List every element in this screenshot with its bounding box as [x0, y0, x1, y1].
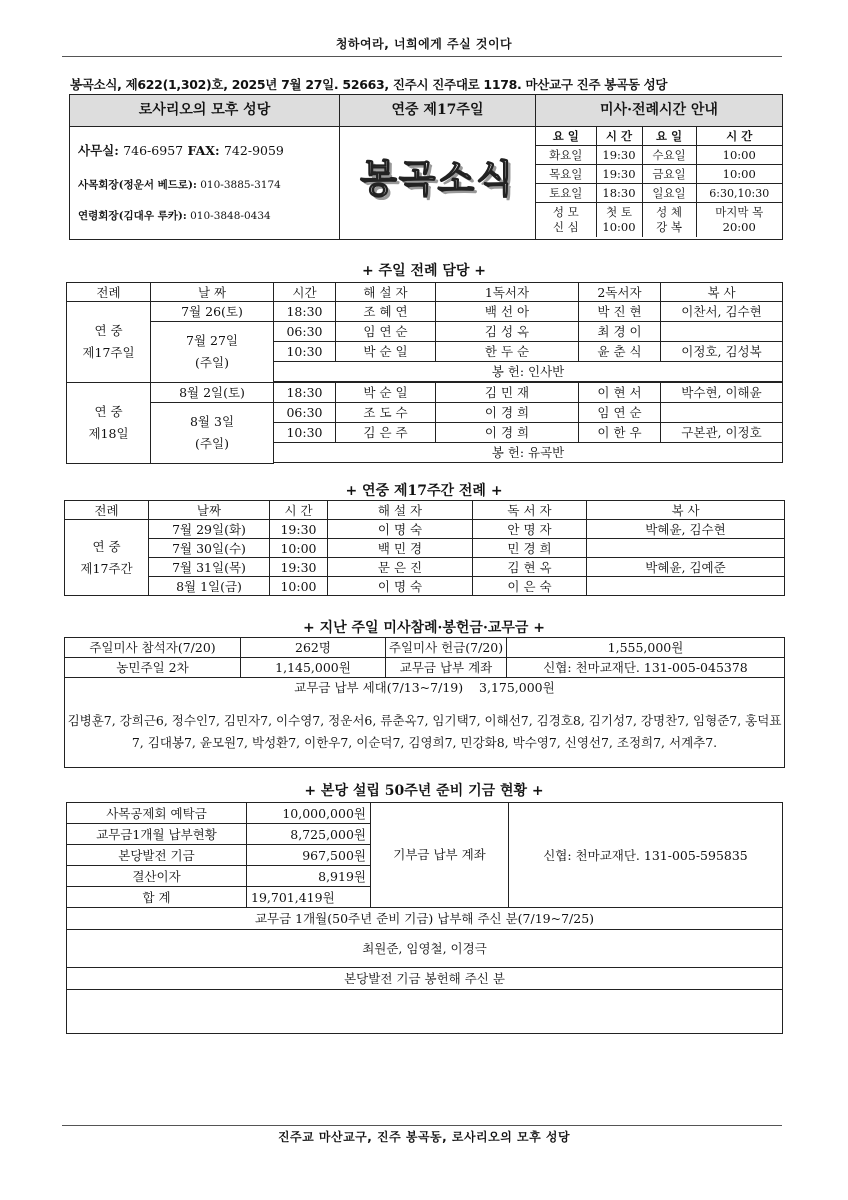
sl-g1-sun-date-l1: 7월 27일 — [186, 333, 238, 348]
fund-table — [66, 802, 783, 1034]
sl-g2-sun-date-l2: (주일) — [195, 435, 229, 451]
sl-cell: 백 선 아 — [436, 302, 579, 322]
bulletin-info-line: 봉곡소식, 제622(1,302)호, 2025년 7월 27일. 52663, 진주시 진주대로 1178. 마산교구 진주 봉곡동 성당 — [70, 77, 668, 92]
sl-g2-offering: 봉 헌: 유곡반 — [274, 443, 783, 463]
sched-cell: 10:00 — [696, 146, 782, 165]
attendance-label: 주일미사 참석자(7/20) — [65, 638, 241, 658]
fund-label: 사목공제회 예탁금 — [67, 803, 247, 824]
sl-g2-liturgy-l2: 제18일 — [88, 425, 129, 441]
wl-cell: 김 현 옥 — [473, 558, 587, 577]
sl-cell: 이 한 우 — [579, 423, 661, 443]
wl-cell: 이 은 숙 — [473, 577, 587, 596]
sl-cell — [661, 403, 783, 423]
wl-cell: 박혜윤, 김예준 — [587, 558, 785, 577]
wl-cell: 박혜윤, 김수현 — [587, 520, 785, 539]
month-names: 최원준, 임영철, 이경극 — [67, 930, 783, 968]
wl-cell — [587, 539, 785, 558]
wl-liturgy — [65, 520, 149, 596]
sl-h-reader1: 1독서자 — [436, 283, 579, 302]
dev-title: 본당발전 기금 봉헌해 주신 분 — [67, 968, 783, 990]
sl-g1-liturgy-l1: 연 중 — [94, 323, 123, 338]
sl-cell: 임 연 순 — [336, 322, 436, 342]
contact-cell — [70, 127, 340, 240]
president-phone: 010-3885-3174 — [200, 179, 281, 191]
sl-cell: 이찬서, 김수현 — [661, 302, 783, 322]
wl-cell: 백 민 경 — [328, 539, 473, 558]
wl-cell: 10:00 — [270, 539, 328, 558]
sched-cell: 6:30,10:30 — [696, 184, 782, 203]
footer-divider — [62, 1125, 782, 1126]
sl-cell: 10:30 — [274, 423, 336, 443]
elder-phone: 010-3848-0434 — [190, 210, 271, 222]
sched-h-time1: 시 간 — [596, 127, 642, 146]
sched-h-day1: 요 일 — [536, 127, 596, 146]
wl-h-time: 시 간 — [270, 501, 328, 520]
last-week-title: + 지난 주일 미사참례·봉헌금·교무금 + — [302, 620, 546, 636]
account-label: 교무금 납부 계좌 — [386, 658, 507, 678]
contributor-names: 김병훈7, 강희근6, 정수인7, 김민자7, 이수영7, 정운서6, 류춘옥7, 임기택7, 이해선7, 김경호8, 김기성7, 강명찬7, 임형준7, 홍덕표7, 김대봉7, 윤모원7, 박성환7, 이한우7, 이순덕7, 김영희7, 민강화8, 박수영7, 신영선7, 조정희7, 서계추7. — [65, 698, 785, 768]
sl-h-server: 복 사 — [661, 283, 783, 302]
weekday-liturgy-title: + 연중 제17주간 전례 + — [345, 483, 503, 499]
fund-label: 결산이자 — [67, 866, 247, 887]
sl-h-liturgy: 전례 — [67, 283, 151, 302]
fund-label: 교무금1개월 납부현황 — [67, 824, 247, 845]
sched-benediction-l2: 강 복 — [656, 219, 682, 234]
sl-cell: 이 경 희 — [436, 423, 579, 443]
sl-cell: 박 순 일 — [336, 383, 436, 403]
sl-g1-sat-date: 7월 26(토) — [151, 302, 274, 322]
sl-cell: 이 현 서 — [579, 383, 661, 403]
mass-time-title: 미사·전례시간 안내 — [536, 95, 783, 127]
office-contact — [78, 143, 284, 158]
wl-cell: 7월 30일(수) — [149, 539, 270, 558]
sl-g2-liturgy-l1: 연 중 — [94, 403, 123, 419]
mass-schedule-table — [536, 127, 782, 237]
wl-h-liturgy: 전례 — [65, 501, 149, 520]
sl-cell: 18:30 — [274, 383, 336, 403]
sl-g1-liturgy-l2: 제17주일 — [82, 345, 135, 360]
sched-first-sat — [596, 203, 642, 237]
sched-cell: 19:30 — [596, 165, 642, 184]
sl-cell: 박 진 현 — [579, 302, 661, 322]
fund-label: 본당발전 기금 — [67, 845, 247, 866]
sl-cell — [661, 322, 783, 342]
sunday-liturgy-title: + 주일 전례 담당 + — [361, 263, 487, 279]
sl-cell: 한 두 순 — [436, 342, 579, 362]
sl-cell: 윤 춘 식 — [579, 342, 661, 362]
sched-cell: 일요일 — [642, 184, 696, 203]
fund-total-label: 합 계 — [67, 887, 247, 908]
sched-cell: 19:30 — [596, 146, 642, 165]
week-title: 연중 제17주일 — [340, 95, 536, 127]
households-label: 교무금 납부 세대(7/13~7/19) — [294, 680, 464, 696]
sched-first-sat-l2: 10:00 — [602, 219, 636, 234]
footer-text: 진주교 마산교구, 진주 봉곡동, 로사리오의 모후 성당 — [277, 1130, 571, 1144]
attendance-value: 262명 — [241, 638, 386, 658]
sched-h-day2: 요 일 — [642, 127, 696, 146]
sched-cell: 금요일 — [642, 165, 696, 184]
wl-cell: 안 명 자 — [473, 520, 587, 539]
offering-label: 주일미사 헌금(7/20) — [386, 638, 507, 658]
fund-title: + 본당 설립 50주년 준비 기금 현황 + — [304, 783, 544, 799]
sl-h-reader2: 2독서자 — [579, 283, 661, 302]
households-row — [65, 678, 785, 698]
sched-cell: 토요일 — [536, 184, 596, 203]
sl-cell: 김 은 주 — [336, 423, 436, 443]
farmer-value: 1,145,000원 — [241, 658, 386, 678]
sl-h-commentator: 해 설 자 — [336, 283, 436, 302]
sched-last-thu-l1: 마지막 목 — [715, 204, 764, 219]
sched-benediction — [642, 203, 696, 237]
wl-liturgy-l2: 제17주간 — [80, 560, 133, 576]
office-label: 사무실: — [78, 143, 119, 158]
fax-number: 742-9059 — [223, 143, 284, 158]
wl-cell: 민 경 희 — [473, 539, 587, 558]
fund-total-value: 19,701,419원 — [247, 887, 371, 908]
elder-label: 연령회장(김대우 루카): — [78, 210, 187, 222]
sl-cell: 06:30 — [274, 403, 336, 423]
top-box — [69, 94, 783, 240]
motto: 청하여라, 너희에게 주실 것이다 — [335, 37, 513, 51]
wl-cell: 문 은 진 — [328, 558, 473, 577]
donation-label: 기부금 납부 계좌 — [371, 803, 509, 908]
fax-label: FAX: — [187, 143, 220, 158]
sched-cell: 화요일 — [536, 146, 596, 165]
donation-account: 신협: 천마교재단. 131-005-595835 — [509, 803, 783, 908]
sunday-liturgy-table — [66, 282, 783, 464]
wl-h-reader: 독 서 자 — [473, 501, 587, 520]
sched-marian-l1: 성 모 — [552, 204, 579, 219]
church-name: 로사리오의 모후 성당 — [70, 95, 340, 127]
sched-marian-l2: 신 심 — [552, 219, 579, 234]
sl-cell: 구본관, 이정호 — [661, 423, 783, 443]
sched-last-thu — [696, 203, 782, 237]
sl-cell: 김 민 재 — [436, 383, 579, 403]
sl-g2-sun-date-l1: 8월 3일 — [189, 413, 235, 429]
fund-value: 967,500원 — [247, 845, 371, 866]
newsletter-logo: 봉곡소식 — [360, 156, 515, 201]
sl-cell: 조 혜 연 — [336, 302, 436, 322]
wl-cell: 이 명 숙 — [328, 520, 473, 539]
sl-cell: 임 연 순 — [579, 403, 661, 423]
sl-cell: 06:30 — [274, 322, 336, 342]
sl-cell: 18:30 — [274, 302, 336, 322]
wl-cell: 7월 31일(목) — [149, 558, 270, 577]
wl-cell: 19:30 — [270, 558, 328, 577]
sl-g1-liturgy — [67, 302, 151, 383]
sl-g2-sun-date — [151, 403, 274, 464]
sl-h-date: 날 짜 — [151, 283, 274, 302]
sched-h-time2: 시 간 — [696, 127, 782, 146]
wl-cell: 19:30 — [270, 520, 328, 539]
wl-cell — [587, 577, 785, 596]
president-contact — [78, 178, 281, 193]
sl-g2-sat-date: 8월 2일(토) — [151, 383, 274, 403]
wl-h-server: 복 사 — [587, 501, 785, 520]
sched-cell: 목요일 — [536, 165, 596, 184]
sl-cell: 박 순 일 — [336, 342, 436, 362]
fund-value: 8,725,000원 — [247, 824, 371, 845]
farmer-label: 농민주일 2차 — [65, 658, 241, 678]
sched-benediction-l1: 성 체 — [656, 204, 682, 219]
mass-schedule-cell — [536, 127, 783, 240]
sched-cell: 10:00 — [696, 165, 782, 184]
wl-cell: 이 명 숙 — [328, 577, 473, 596]
president-label: 사목회장(정운서 베드로): — [78, 179, 197, 191]
sched-cell: 18:30 — [596, 184, 642, 203]
sl-cell: 조 도 수 — [336, 403, 436, 423]
sl-cell: 이정호, 김성복 — [661, 342, 783, 362]
fund-value: 8,919원 — [247, 866, 371, 887]
wl-h-commentator: 해 설 자 — [328, 501, 473, 520]
header-divider — [62, 56, 782, 57]
sched-cell: 수요일 — [642, 146, 696, 165]
wl-liturgy-l1: 연 중 — [92, 538, 121, 554]
sl-cell: 김 성 옥 — [436, 322, 579, 342]
sl-cell: 최 경 이 — [579, 322, 661, 342]
last-week-table — [64, 637, 785, 768]
sl-cell: 10:30 — [274, 342, 336, 362]
sl-g1-sun-date-l2: (주일) — [195, 355, 229, 370]
weekday-liturgy-table — [64, 500, 785, 596]
sl-cell: 이 경 희 — [436, 403, 579, 423]
sched-marian — [536, 203, 596, 237]
sl-h-time: 시간 — [274, 283, 336, 302]
wl-cell: 8월 1일(금) — [149, 577, 270, 596]
offering-value: 1,555,000원 — [507, 638, 785, 658]
sched-first-sat-l1: 첫 토 — [606, 204, 632, 219]
sl-cell: 박수현, 이해윤 — [661, 383, 783, 403]
office-phone: 746-6957 — [123, 143, 184, 158]
sched-last-thu-l2: 20:00 — [722, 219, 756, 234]
elder-contact — [78, 209, 271, 224]
sl-g2-liturgy — [67, 383, 151, 464]
wl-cell: 7월 29일(화) — [149, 520, 270, 539]
wl-h-date: 날짜 — [149, 501, 270, 520]
account-value: 신협: 천마교재단. 131-005-045378 — [507, 658, 785, 678]
sl-g1-sun-date — [151, 322, 274, 383]
month-title: 교무금 1개월(50주년 준비 기금) 납부해 주신 분(7/19~7/25) — [67, 908, 783, 930]
sl-g1-offering: 봉 헌: 인사반 — [274, 362, 783, 382]
wl-cell: 10:00 — [270, 577, 328, 596]
fund-value: 10,000,000원 — [247, 803, 371, 824]
households-value: 3,175,000원 — [479, 680, 555, 696]
newsletter-logo-cell — [340, 127, 536, 240]
dev-names — [67, 990, 783, 1034]
